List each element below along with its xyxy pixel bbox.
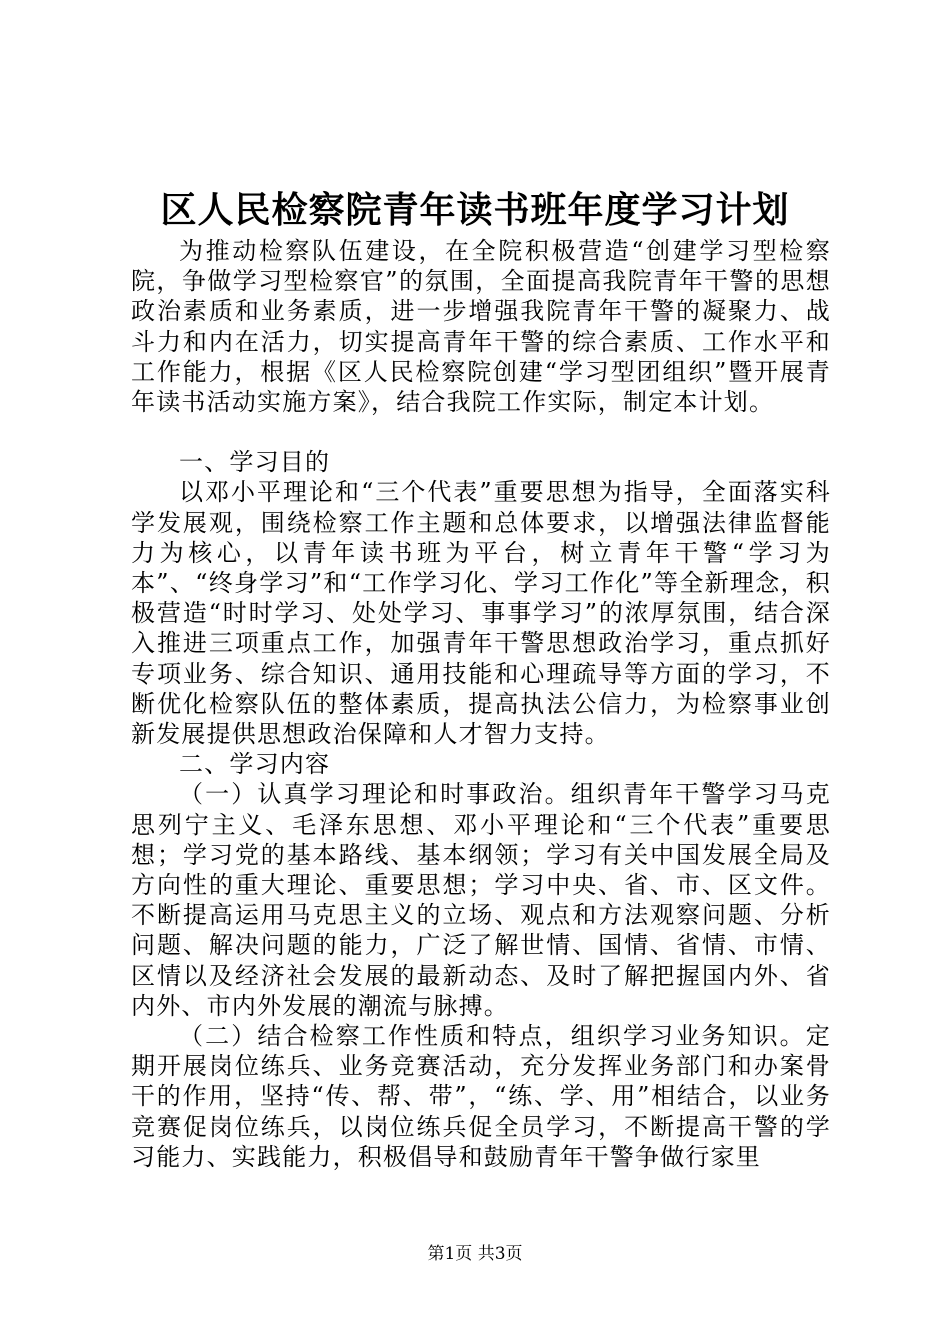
purpose-paragraph: 以邓小平理论和“三个代表”重要思想为指导，全面落实科学发展观，围绕检察工作主题和总体要求，以增强法律监督能力为核心，以青年读书班为平台，树立青年干警“学习为本”、“终身学习”和“工作学习化、学习工作化”等全新理念，积极营造“时时学习、处处学习、事事学习”的浓厚氛围，结合深入推进三项重点工作，加强青年干警思想政治学习，重点抓好专项业务、综合知识、通用技能和心理疏导等方面的学习，不断优化检察队伍的整体素质，提高执法公信力，为检察事业创新发展提供思想政治保障和人才智力支持。: [131, 478, 831, 749]
document-title: 区人民检察院青年读书班年度学习计划: [160, 189, 790, 231]
content-item-1-paragraph: （一）认真学习理论和时事政治。组织青年干警学习马克思列宁主义、毛泽东思想、邓小平理论和“三个代表”重要思想；学习党的基本路线、基本纲领；学习有关中国发展全局及方向性的重大理论、重要思想；学习中央、省、市、区文件。不断提高运用马克思主义的立场、观点和方法观察问题、分析问题、解决问题的能力，广泛了解世情、国情、省情、市情、区情以及经济社会发展的最新动态、及时了解把握国内外、省内外、市内外发展的潮流与脉搏。: [131, 780, 831, 1020]
page-number-footer: 第1页 共3页: [427, 1244, 523, 1264]
section-heading-content: 二、学习内容: [179, 750, 331, 779]
paragraph-gap: [131, 417, 831, 447]
content-item-2-paragraph: （二）结合检察工作性质和特点，组织学习业务知识。定期开展岗位练兵、业务竞赛活动，充分发挥业务部门和办案骨干的作用，坚持“传、帮、带”，“练、学、用”相结合，以业务竞赛促岗位练兵，以岗位练兵促全员学习，不断提高干警的学习能力、实践能力，积极倡导和鼓励青年干警争做行家里: [131, 1022, 831, 1171]
intro-paragraph: 为推动检察队伍建设，在全院积极营造“创建学习型检察院，争做学习型检察官”的氛围，全面提高我院青年干警的思想政治素质和业务素质，进一步增强我院青年干警的凝聚力、战斗力和内在活力，切实提高青年干警的综合素质、工作水平和工作能力，根据《区人民检察院创建“学习型团组织”暨开展青年读书活动实施方案》，结合我院工作实际，制定本计划。: [131, 237, 831, 417]
document-body: [131, 236, 831, 1172]
section-heading-purpose: 一、学习目的: [179, 448, 331, 477]
